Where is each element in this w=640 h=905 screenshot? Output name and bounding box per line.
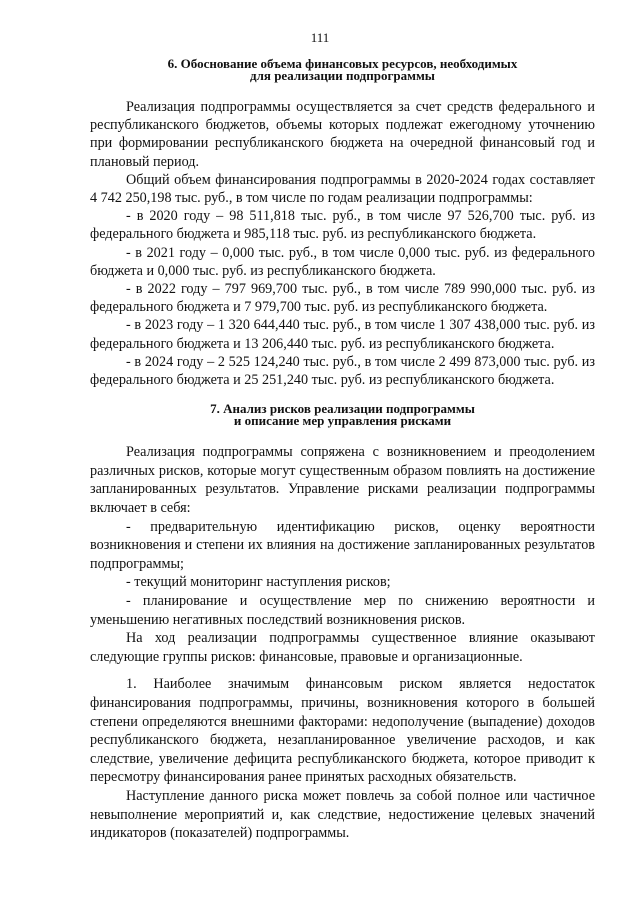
section-7-body: [90, 443, 595, 842]
list-item: - в 2024 году – 2 525 124,240 тыс. руб., в том числе 2 499 873,000 тыс. руб. из федерального бюджета и 25 251,240 тыс. руб. из республиканского бюджета.: [90, 353, 595, 389]
list-item: - в 2021 году – 0,000 тыс. руб., в том числе 0,000 тыс. руб. из федерального бюджета и 0,000 тыс. руб. из республиканского бюджета.: [90, 244, 595, 279]
paragraph: Реализация подпрограммы сопряжена с возникновением и преодолением различных рисков, которые могут существенным образом повлиять на достижение запланированных результатов. Управление рисками реализации подпрограммы включает в себя:: [90, 444, 595, 517]
page-number: 111: [310, 30, 330, 45]
document-body: [90, 58, 595, 843]
list-item: - текущий мониторинг наступления рисков;: [126, 574, 391, 591]
list-item: - предварительную идентификацию рисков, оценку вероятности возникновения и степени их влияния на достижение запланированных результатов подпрограммы;: [90, 518, 595, 572]
paragraph-gap: [90, 666, 595, 675]
paragraph: 1. Наиболее значимым финансовым риском является недостаток финансирования подпрограммы, причины, возникновения которого в большей степени определяются внешними факторами: недополучение (выпадение) доходов республиканского бюджета, незапланированное увеличение расходов, и как следствие, увеличение дефицита республиканского бюджета, которое приводит к пересмотру финансирования ранее принятых расходных обязательств.: [90, 676, 595, 786]
list-item: - планирование и осуществление мер по снижению вероятности и уменьшению негативных последствий возникновения рисков.: [90, 593, 595, 628]
section-6-title-line-2: для реализации подпрограммы: [250, 68, 435, 83]
section-6-title-line-1: 6. Обоснование объема финансовых ресурсов, необходимых: [167, 56, 518, 71]
paragraph: Общий объем финансирования подпрограммы в 2020-2024 годах составляет 4 742 250,198 тыс. руб., в том числе по годам реализации подпрограммы:: [90, 171, 595, 207]
section-6-heading: [90, 58, 595, 82]
paragraph: Реализация подпрограммы осуществляется за счет средств федерального и республиканского бюджетов, объемы которых подлежат ежегодному уточнению при формировании республиканского бюджета на очередной финансовый год и плановый период.: [90, 99, 595, 170]
section-7-title-line-1: 7. Анализ рисков реализации подпрограммы: [210, 401, 475, 417]
paragraph: Наступление данного риска может повлечь за собой полное или частичное невыполнение мероприятий и, как следствие, недостижение целевых значений индикаторов (показателей) подпрограммы.: [90, 787, 595, 842]
section-7-heading: [90, 403, 595, 427]
section-6-body: [90, 98, 595, 389]
list-item: - в 2020 году – 98 511,818 тыс. руб., в том числе 97 526,700 тыс. руб. из федерального бюджета и 985,118 тыс. руб. из республиканского бюджета.: [90, 208, 595, 243]
list-item: - в 2022 году – 797 969,700 тыс. руб., в том числе 789 990,000 тыс. руб. из федерального бюджета и 7 979,700 тыс. руб. из республиканского бюджета.: [90, 281, 595, 316]
list-item: - в 2023 году – 1 320 644,440 тыс. руб., в том числе 1 307 438,000 тыс. руб. из федерального бюджета и 13 206,440 тыс. руб. из республиканского бюджета.: [90, 317, 595, 352]
paragraph: На ход реализации подпрограммы существенное влияние оказывают следующие группы рисков: финансовые, правовые и организационные.: [90, 630, 595, 665]
section-7-title-line-2: и описание мер управления рисками: [233, 413, 452, 429]
